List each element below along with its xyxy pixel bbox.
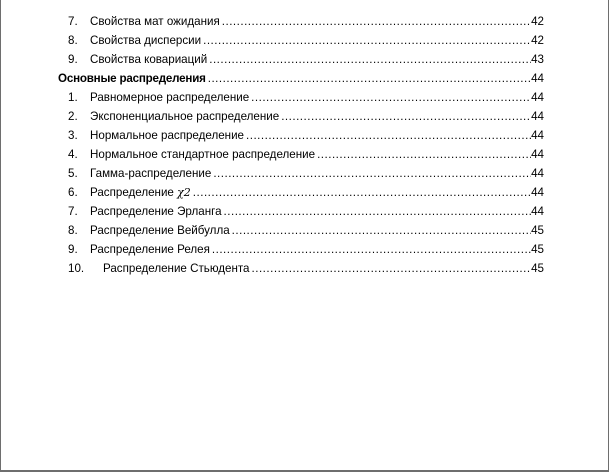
toc-entry-number: 3. (68, 129, 78, 142)
toc-entry-number: 6. (68, 186, 78, 199)
toc-entry-title: Распределение Эрланга (90, 205, 222, 218)
toc-entry-erlang[interactable] (68, 200, 544, 219)
toc-dot-leader (231, 224, 531, 238)
toc-entry-page: 45 (531, 224, 544, 237)
toc-entry-gamma[interactable] (68, 162, 544, 181)
toc-entry-title: Экспоненциальное распределение (90, 110, 280, 123)
toc-entry-title: Распределение (90, 186, 174, 199)
toc-entry-exponential[interactable] (68, 105, 544, 124)
toc-entry-student[interactable] (68, 257, 544, 276)
toc-entry-page: 44 (531, 91, 544, 104)
toc-entry-number: 1. (68, 91, 78, 104)
toc-entry-title: Распределение Вейбулла (90, 224, 230, 237)
toc-entry-properties-variance[interactable] (68, 29, 544, 48)
toc-entry-title: Равномерное распределение (90, 91, 250, 104)
toc-entry-number: 4. (68, 148, 78, 161)
toc-entry-page: 44 (531, 110, 544, 123)
toc-entry-number: 8. (68, 34, 78, 47)
toc-entry-page: 45 (531, 262, 544, 275)
toc-dot-leader (250, 91, 531, 105)
toc-entry-title: Нормальное стандартное распределение (90, 148, 316, 161)
toc-entry-title: Свойства ковариаций (90, 53, 208, 66)
toc-entry-number: 9. (68, 53, 78, 66)
toc-entry-number: 7. (68, 15, 78, 28)
toc-entry-title: Распределение Релея (90, 243, 210, 256)
toc-dot-leader (245, 129, 531, 143)
toc-entry-properties-expectation[interactable] (68, 10, 544, 29)
toc-entry-number: 5. (68, 167, 78, 180)
toc-entry-page: 44 (531, 129, 544, 142)
toc-entry-number: 8. (68, 224, 78, 237)
toc-entry-title: Свойства дисперсии (90, 34, 202, 47)
toc-dot-leader (280, 110, 531, 124)
toc-dot-leader (207, 72, 531, 86)
toc-entry-weibull[interactable] (68, 219, 544, 238)
toc-entry-number: 9. (68, 243, 78, 256)
toc-entry-page: 42 (531, 34, 544, 47)
toc-entry-page: 45 (531, 243, 544, 256)
toc-entry-properties-covariance[interactable] (68, 48, 544, 67)
toc-entry-number: 2. (68, 110, 78, 123)
toc-entry-uniform[interactable] (68, 86, 544, 105)
toc-entry-page: 43 (531, 53, 544, 66)
toc-dot-leader (202, 34, 531, 48)
toc-entry-title: Гамма-распределение (90, 167, 212, 180)
toc-dot-leader (223, 205, 532, 219)
toc-section-page: 44 (531, 72, 544, 85)
toc-section-title: Основные распределения (58, 72, 206, 85)
toc-entry-normal[interactable] (68, 124, 544, 143)
toc-entry-page: 44 (531, 167, 544, 180)
toc-entry-page: 42 (531, 15, 544, 28)
toc-section-main-distributions[interactable] (58, 67, 544, 86)
toc-entry-title: Нормальное распределение (90, 129, 244, 142)
toc-dot-leader (212, 167, 531, 181)
toc-entry-title-wrapper (90, 186, 192, 200)
toc-dot-leader (211, 243, 531, 257)
toc-entry-title: Распределение Стьюдента (103, 262, 250, 275)
toc-dot-leader (316, 148, 531, 162)
toc-entry-page: 44 (531, 205, 544, 218)
toc-dot-leader (251, 262, 532, 276)
toc-entry-page: 44 (531, 186, 544, 199)
toc-entry-number: 7. (68, 205, 78, 218)
toc-dot-leader (192, 186, 531, 200)
toc-dot-leader (221, 15, 531, 29)
toc-entry-title: Свойства мат ожидания (90, 15, 220, 28)
toc-entry-number: 10. (68, 262, 85, 275)
toc-entry-page: 44 (531, 148, 544, 161)
chi-squared-symbol: χ2 (177, 186, 191, 199)
toc-entry-chi-squared[interactable] (68, 181, 544, 200)
toc-entry-standard-normal[interactable] (68, 143, 544, 162)
toc-entry-rayleigh[interactable] (68, 238, 544, 257)
toc-dot-leader (208, 53, 531, 67)
